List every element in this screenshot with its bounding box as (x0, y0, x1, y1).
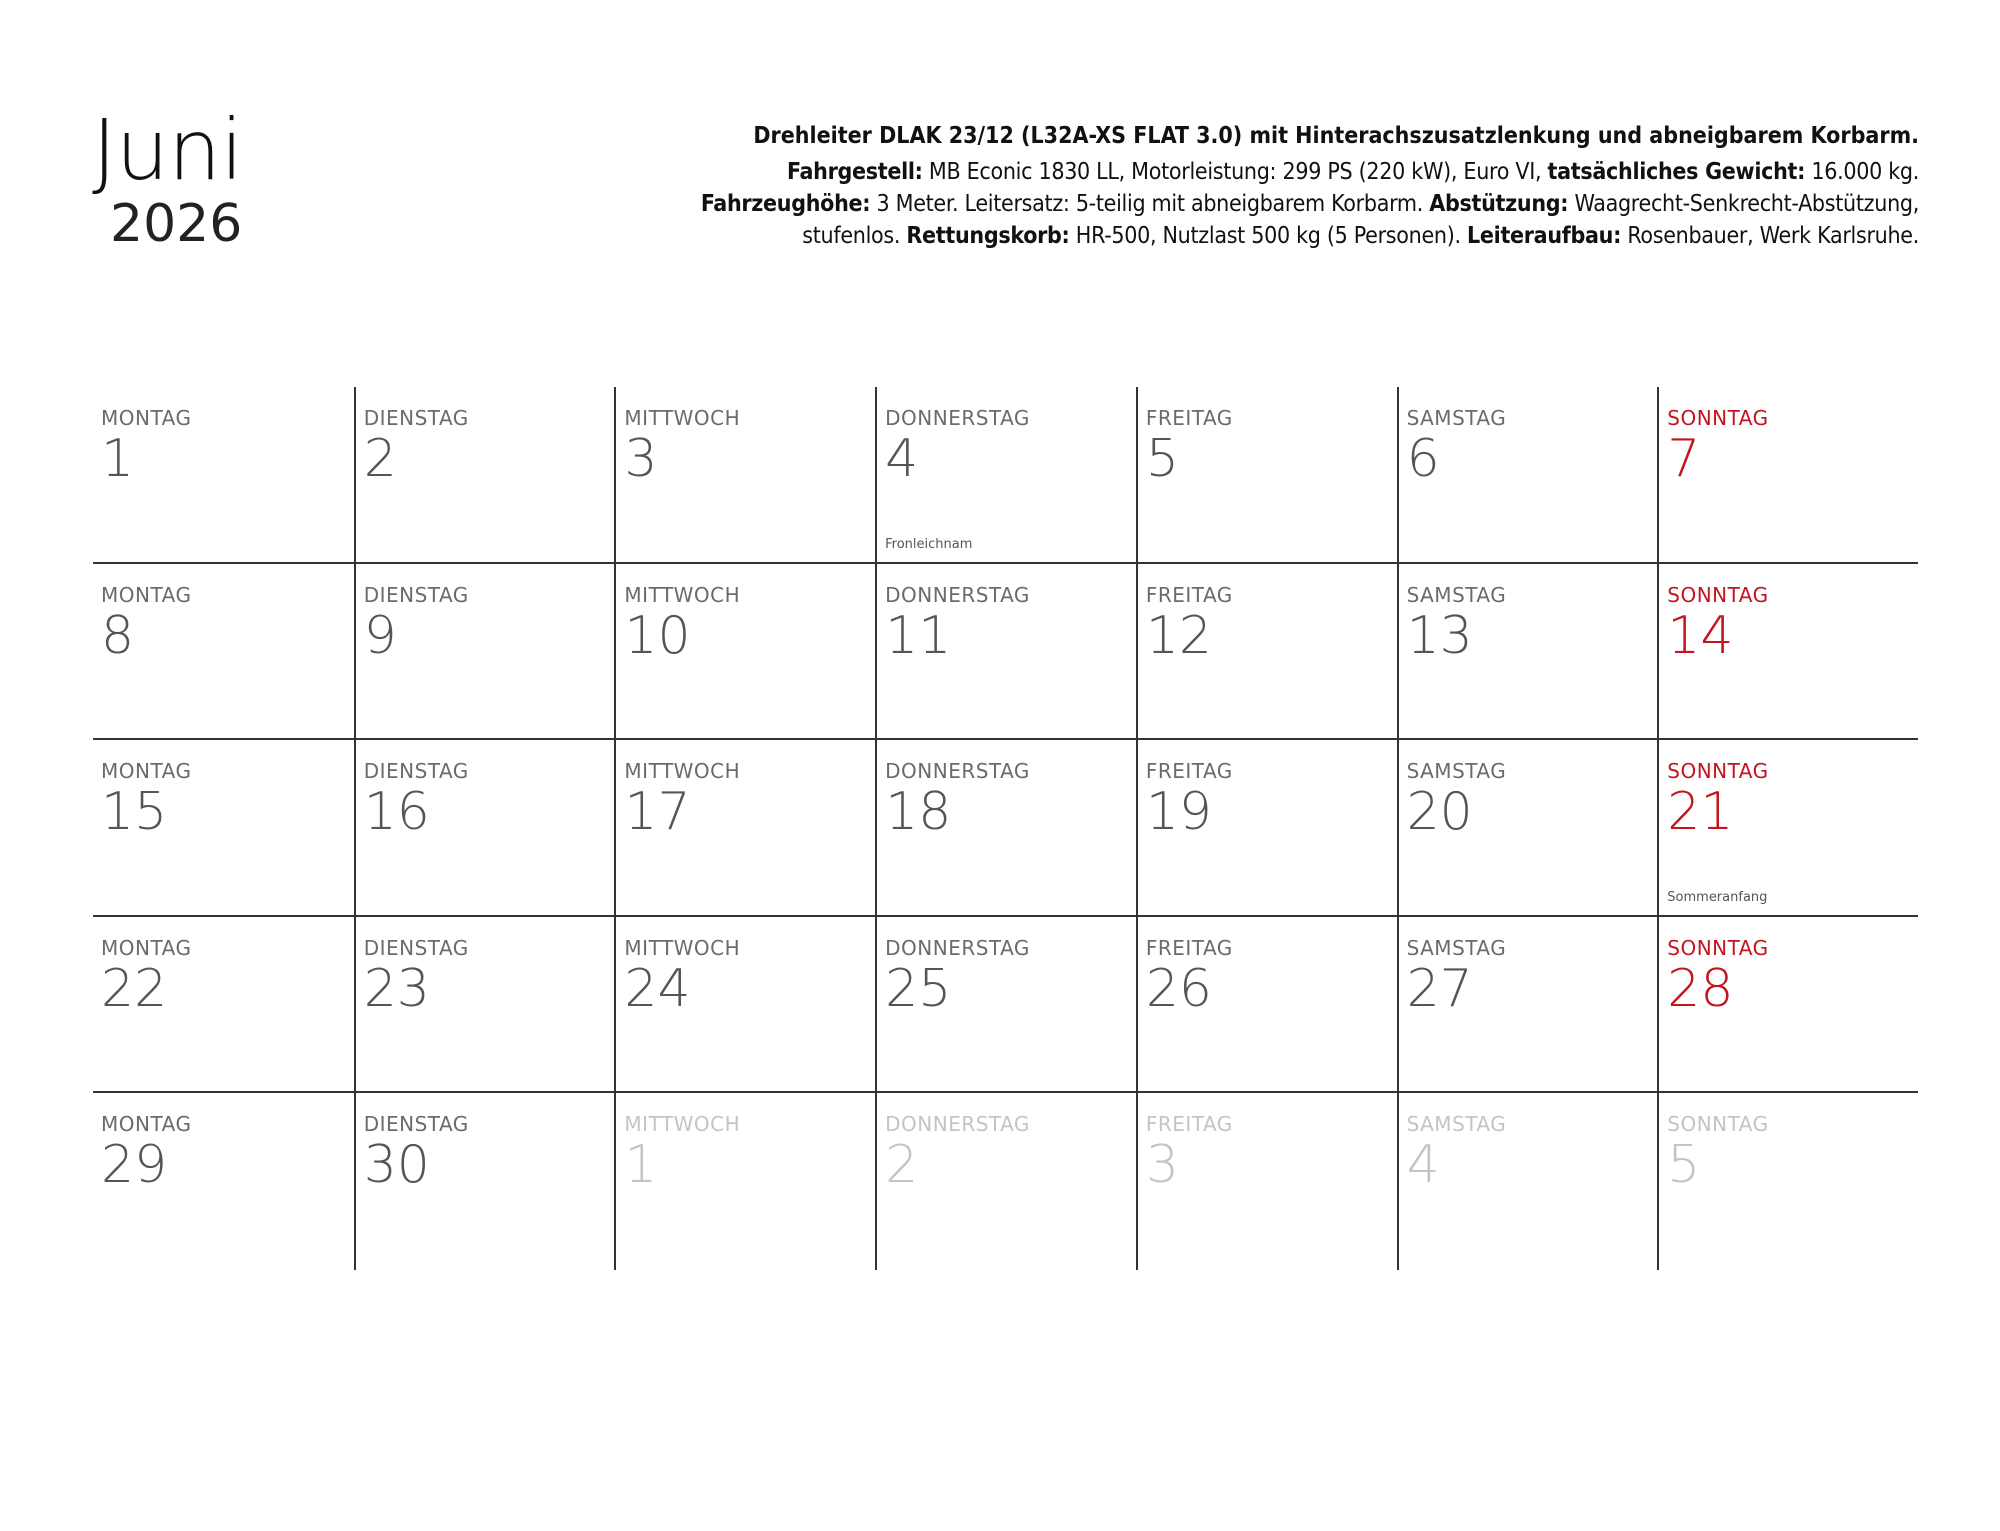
day-cell[interactable] (1657, 740, 1918, 917)
day-cell[interactable] (93, 1093, 354, 1270)
weekday-label: DONNERSTAG (885, 759, 1030, 784)
day-number: 17 (624, 782, 691, 843)
day-number: 6 (1406, 429, 1440, 489)
description-value: MB Econic 1830 LL, Motorleistung: 299 PS (220 kW), Euro VI, (922, 159, 1548, 185)
day-cell[interactable] (1397, 1093, 1658, 1270)
weekday-label: DIENSTAG (363, 582, 469, 607)
day-cell[interactable] (1657, 564, 1918, 741)
description-label: Fahrzeughöhe: (700, 191, 871, 217)
day-cell[interactable] (875, 1093, 1136, 1270)
description-text (659, 156, 1919, 252)
month-header (92, 101, 243, 254)
weekday-label: SONNTAG (1667, 1112, 1769, 1137)
day-cell[interactable] (875, 564, 1136, 741)
day-cell[interactable] (354, 740, 615, 917)
day-cell[interactable] (1136, 564, 1397, 741)
weekday-label: MONTAG (101, 759, 192, 784)
day-cell[interactable] (93, 917, 354, 1094)
day-cell[interactable] (614, 387, 875, 564)
weekday-label: FREITAG (1145, 759, 1233, 784)
day-cell[interactable] (354, 387, 615, 564)
day-cell[interactable] (875, 917, 1136, 1094)
day-number: 11 (885, 605, 952, 666)
weekday-label: MITTWOCH (624, 582, 741, 607)
weekday-label: DONNERSTAG (885, 935, 1030, 960)
day-cell[interactable] (1136, 740, 1397, 917)
day-cell[interactable] (1136, 917, 1397, 1094)
day-number: 18 (885, 782, 952, 843)
day-cell[interactable] (1397, 740, 1658, 917)
description-value: HR-500, Nutzlast 500 kg (5 Personen). (1069, 223, 1468, 249)
weekday-label: FREITAG (1145, 582, 1233, 607)
weekday-label: DIENSTAG (363, 406, 469, 430)
day-number: 7 (1667, 429, 1701, 489)
day-number: 4 (885, 429, 919, 489)
weekday-label: SAMSTAG (1406, 406, 1507, 430)
day-number: 12 (1145, 605, 1213, 666)
weekday-label: SONNTAG (1667, 759, 1769, 784)
weekday-label: DIENSTAG (363, 759, 469, 784)
day-number: 26 (1145, 958, 1213, 1019)
weekday-label: MONTAG (101, 1112, 192, 1137)
day-number: 30 (363, 1135, 430, 1196)
day-cell[interactable] (354, 1093, 615, 1270)
weekday-label: SAMSTAG (1406, 935, 1507, 960)
calendar-grid (93, 387, 1918, 1270)
description-headline: Drehleiter DLAK 23/12 (L32A-XS FLAT 3.0) mit Hinterachszusatzlenkung und abneigbarem Korbarm. (753, 123, 1919, 149)
day-number: 10 (624, 605, 691, 666)
day-number: 29 (101, 1135, 168, 1196)
day-cell[interactable] (1397, 917, 1658, 1094)
month-year: 2026 (110, 194, 243, 254)
day-number: 5 (1667, 1135, 1701, 1196)
weekday-label: MITTWOCH (624, 406, 741, 430)
day-number: 13 (1406, 605, 1473, 666)
day-number: 23 (363, 958, 430, 1019)
weekday-label: MONTAG (101, 582, 192, 607)
day-cell[interactable] (875, 387, 1136, 564)
day-number: 15 (101, 782, 168, 843)
description-value: Rosenbauer, Werk Karlsruhe. (1621, 223, 1919, 249)
day-cell[interactable] (614, 917, 875, 1094)
day-cell[interactable] (354, 564, 615, 741)
weekday-label: DIENSTAG (363, 1112, 469, 1137)
weekday-label: SAMSTAG (1406, 582, 1507, 607)
day-cell[interactable] (614, 1093, 875, 1270)
day-number: 3 (1145, 1135, 1179, 1196)
description-value: 3 Meter. Leitersatz: 5-teilig mit abneigbarem Korbarm. (870, 191, 1430, 217)
weekday-label: DONNERSTAG (885, 1112, 1030, 1137)
day-number: 3 (624, 429, 658, 489)
day-number: 21 (1667, 782, 1734, 843)
day-cell[interactable] (1136, 1093, 1397, 1270)
day-cell[interactable] (614, 740, 875, 917)
day-cell[interactable] (1657, 387, 1918, 564)
weekday-label: SONNTAG (1667, 935, 1769, 960)
weekday-label: MITTWOCH (624, 935, 741, 960)
description-label: Rettungskorb: (906, 223, 1070, 249)
day-number: 9 (363, 605, 397, 666)
day-number: 19 (1145, 782, 1213, 843)
day-number: 2 (363, 429, 397, 489)
weekday-label: DONNERSTAG (885, 406, 1030, 430)
weekday-label: FREITAG (1145, 406, 1233, 430)
weekday-label: FREITAG (1145, 1112, 1233, 1137)
weekday-label: MITTWOCH (624, 759, 741, 784)
day-cell[interactable] (614, 564, 875, 741)
holiday-note: Fronleichnam (885, 536, 973, 552)
weekday-label: DONNERSTAG (885, 582, 1030, 607)
description-label: tatsächliches Gewicht: (1547, 159, 1806, 185)
day-cell[interactable] (1397, 564, 1658, 741)
day-number: 22 (101, 958, 168, 1019)
day-number: 4 (1406, 1135, 1440, 1196)
day-number: 27 (1406, 958, 1473, 1019)
day-number: 28 (1667, 958, 1734, 1019)
day-cell[interactable] (1397, 387, 1658, 564)
weekday-label: SAMSTAG (1406, 1112, 1507, 1137)
day-number: 5 (1145, 429, 1179, 489)
day-number: 1 (624, 1135, 658, 1196)
description-label: Leiteraufbau: (1467, 223, 1622, 249)
description-label: Abstützung: (1429, 191, 1569, 217)
day-number: 25 (885, 958, 952, 1019)
day-cell[interactable] (875, 740, 1136, 917)
description-value: Waagrecht-Senkrecht-Abstützung, stufenlos. (802, 191, 1919, 249)
day-cell[interactable] (1136, 387, 1397, 564)
day-number: 16 (363, 782, 430, 843)
month-name: Juni (92, 101, 243, 199)
description-label: Fahrgestell: (787, 159, 923, 185)
weekday-label: DIENSTAG (363, 935, 469, 960)
day-cell[interactable] (1657, 1093, 1918, 1270)
day-number: 24 (624, 958, 691, 1019)
weekday-label: SAMSTAG (1406, 759, 1507, 784)
day-cell[interactable] (354, 917, 615, 1094)
weekday-label: SONNTAG (1667, 406, 1769, 430)
day-number: 2 (885, 1135, 919, 1196)
weekday-label: SONNTAG (1667, 582, 1769, 607)
weekday-label: MONTAG (101, 935, 192, 960)
day-number: 14 (1667, 605, 1734, 666)
weekday-label: MITTWOCH (624, 1112, 741, 1137)
day-number: 20 (1406, 782, 1473, 843)
vehicle-description (659, 120, 1919, 252)
day-number: 1 (101, 429, 135, 489)
holiday-note: Sommeranfang (1667, 889, 1768, 905)
weekday-label: MONTAG (101, 406, 192, 430)
description-value: 16.000 kg. (1805, 159, 1919, 185)
day-cell[interactable] (93, 387, 354, 564)
day-cell[interactable] (93, 740, 354, 917)
day-number: 8 (101, 605, 135, 666)
weekday-label: FREITAG (1145, 935, 1233, 960)
day-cell[interactable] (1657, 917, 1918, 1094)
day-cell[interactable] (93, 564, 354, 741)
